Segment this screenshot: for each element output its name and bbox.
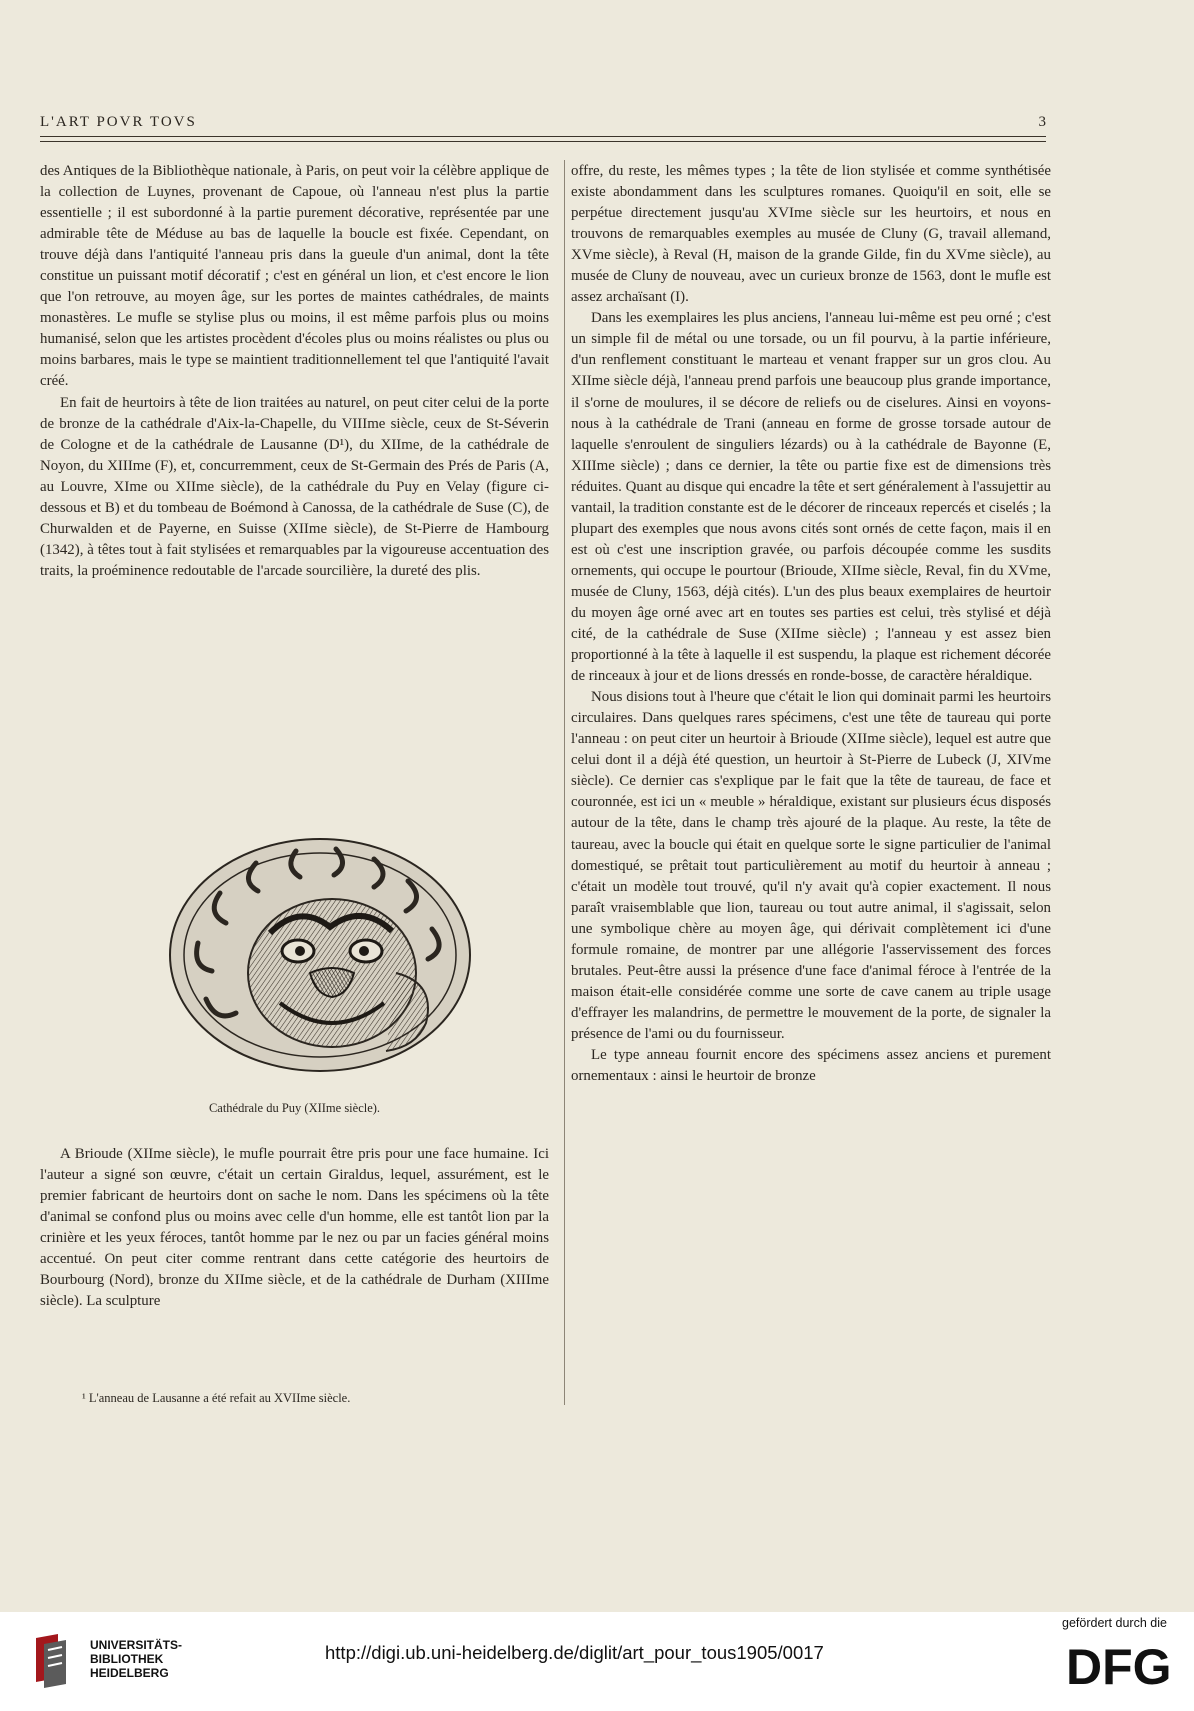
paragraph: offre, du reste, les mêmes types ; la tête de lion stylisée et comme synthétisée existe abondamment dans les sculptures romanes. Quoiqu'il en soit, elle se perpétue directement jusqu'au XVIme siècle sur les heurtoirs, et nous en trouvons de remarquables exemples au musée de Cluny (G, travail allemand, XVme siècle), à Reval (H, maison de la grande Gilde, fin du XVme siècle), au musée de Cluny de nouveau, avec un curieux bronze de 1563, dont le mufle est assez archaïsant (I). (571, 163, 1051, 306)
right-column (571, 161, 1051, 1087)
funding-label: gefördert durch die (1062, 1616, 1167, 1630)
paragraph: des Antiques de la Bibliothèque nationale, à Paris, on peut voir la célèbre applique de la collection de Luynes, provenant de Capoue, où l'anneau n'est plus la partie essentielle ; il est subordonné à la partie purement décorative, représentée par une admirable tête de Méduse au bas de laquelle la boucle est fixée. Cependant, on trouve déjà dans l'antiquité l'anneau pris dans la gueule d'un animal, dont la tête constitue un puissant motif décoratif ; c'est en général un lion, et c'est encore le lion que l'on retrouve, au moyen âge, sur les portes de maintes cathédrales, de maints monastères. Le mufle se stylise plus ou moins, il est même parfois plus ou moins humanisé, selon que les artistes procèdent d'écoles plus ou moins réalistes ou plus ou moins barbares, mais le type se maintient traditionnellement tel que l'antiquité l'avait créé. (40, 163, 549, 390)
permalink-url[interactable]: http://digi.ub.uni-heidelberg.de/diglit/art_pour_tous1905/0017 (325, 1642, 824, 1663)
paragraph: A Brioude (XIIme siècle), le mufle pourrait être pris pour une face humaine. Ici l'auteur a signé son œuvre, c'était un certain Giraldus, lequel, assurément, est le premier fabricant de heurtoirs dont on sache le nom. Dans les spécimens où la tête d'animal se confond plus ou moins avec celle d'un homme, elle est tantôt lion par la crinière et les yeux féroces, tantôt homme par le nez ou par un facies général moins accentué. On peut citer comme rentrant dans cette catégorie des heurtoirs de Bourbourg (Nord), bronze du XIIme siècle, et de la cathédrale de Durham (XIIIme siècle). La sculpture (40, 1146, 549, 1310)
page-number: 3 (1038, 114, 1046, 130)
figure-caption: Cathédrale du Puy (XIIme siècle). (208, 1101, 381, 1115)
university-library-name: UNIVERSITÄTS- BIBLIOTHEK HEIDELBERG (90, 1638, 183, 1680)
paragraph: Dans les exemplaires les plus anciens, l'anneau lui-même est peu orné ; c'est un simple fil de métal ou une torsade, ou un fil pourvu, à la partie inférieure, d'un renflement constituant le marteau et venant frapper sur un gros clou. Au XIIme siècle déjà, l'anneau prend parfois une beaucoup plus grande importance, il s'orne de moulures, il se décore de reliefs ou de ciselures. Ainsi en voyons-nous à la cathédrale de Trani (anneau en forme de grosse torsade autour de laquelle s'enroulent de singuliers lézards) ou à la cathédrale de Bayonne (E, XIIIme siècle) ; dans ce dernier, la tête ou partie fixe est de dimensions très réduites. Quant au disque qui encadre la tête et sert généralement à l'assujettir au vantail, la tradition constante est de le décorer de rinceaux repercés et ciselés ; la plupart des exemples que nous avons cités sont ornés de cette façon, mais il en est où c'est une inscription gravée, ou parfois découpée comme les susdits ornements, qui occupe le pourtour (Brioude, XIIme siècle, Reval, fin du XVme, musée de Cluny, 1563, déjà cités). L'un des plus beaux exemplaires de heurtoir du moyen âge orné avec art en toutes ses parties est celui, très stylisé et déjà cité, de la cathédrale de Suse (XIIme siècle) ; l'anneau y est assez bien proportionné à la tête à laquelle il est suspendu, la plaque est richement décorée de rinceaux à jour et de lions dressés en ronde-bosse, de caractère héraldique. (571, 310, 1051, 685)
university-library-logo-icon (28, 1632, 74, 1688)
paragraph: Nous disions tout à l'heure que c'était le lion qui dominait parmi les heurtoirs circulaires. Dans quelques rares spécimens, c'est une tête de taureau qui porte l'anneau : on peut citer un heurtoir à Brioude (XIIme siècle), lequel est autre que celui dont il a déjà été question, un heurtoir à St-Pierre de Lubeck (J, XIVme siècle). Ce dernier cas s'explique par le fait que la tête de taureau, de face et couronnée, est ici un « meuble » héraldique, existant sur plusieurs écus disposés autour de la tête, dans le champ très ajouré de la plaque. Au reste, la tête de taureau, avec la boucle qui était en quelque sorte le signe particulier de l'animal domestiqué, se prêtait tout particulièrement au motif du heurtoir à anneau ; c'était un modèle tout trouvé, qu'il n'y avait qu'à copier exactement. Il nous paraît vraisemblable que lion, taureau ou tout autre animal, il s'agissait, selon une symbolique chère au moyen âge, qui dérivait complètement ici d'une formule romaine, de montrer par une allégorie l'asservissement des forces brutales. Peut-être aussi la présence d'une face d'animal féroce à l'entrée de la maison était-elle considérée comme une sorte de cave canem au triple usage d'effrayer les malandrins, de permettre le mouvement de la porte, de signaler la présence de l'ami ou du fournisseur. (571, 689, 1051, 1042)
header-rule (40, 136, 1046, 137)
svg-text:DFG: DFG (1066, 1640, 1172, 1692)
journal-title: L'ART POVR TOVS (40, 114, 197, 130)
left-column-top (40, 161, 549, 582)
dfg-logo-icon (1066, 1640, 1182, 1692)
paragraph: Le type anneau fournit encore des spécimens assez anciens et purement ornementaux : ainsi le heurtoir de bronze (571, 1046, 1051, 1085)
left-column-bottom (40, 1144, 549, 1312)
lion-head-knocker-engraving (160, 823, 480, 1083)
paragraph: En fait de heurtoirs à tête de lion traitées au naturel, on peut citer celui de la porte de bronze de la cathédrale d'Aix-la-Chapelle, du VIIIme siècle, ceux de St-Séverin de Cologne et de la cathédrale de Lausanne (D¹), du XIIme, de la cathédrale de Noyon, du XIIIme (F), et, concurremment, ceux de St-Germain des Prés de Paris (A, au Louvre, XIme ou XIIme siècle), de la cathédrale du Puy en Velay (figure ci-dessous et B) et du tombeau de Boémond à Canossa, de la cathédrale de Suse (C), de Churwalden et de Payerne, en Suisse (XIIme siècle), de St-Pierre de Hambourg (1342), à têtes tout à fait stylisées et remarquables par la vigoureuse accentuation des traits, la proéminence redoutable de l'arcade sourcilière, la dureté des plis. (40, 394, 549, 579)
footnote: ¹ L'anneau de Lausanne a été refait au XVIIme siècle. (82, 1391, 351, 1405)
door-knocker-illustration (160, 823, 480, 1083)
column-separator (564, 160, 565, 1405)
header-rule-double (40, 141, 1046, 142)
viewer-footer (0, 1612, 1194, 1711)
